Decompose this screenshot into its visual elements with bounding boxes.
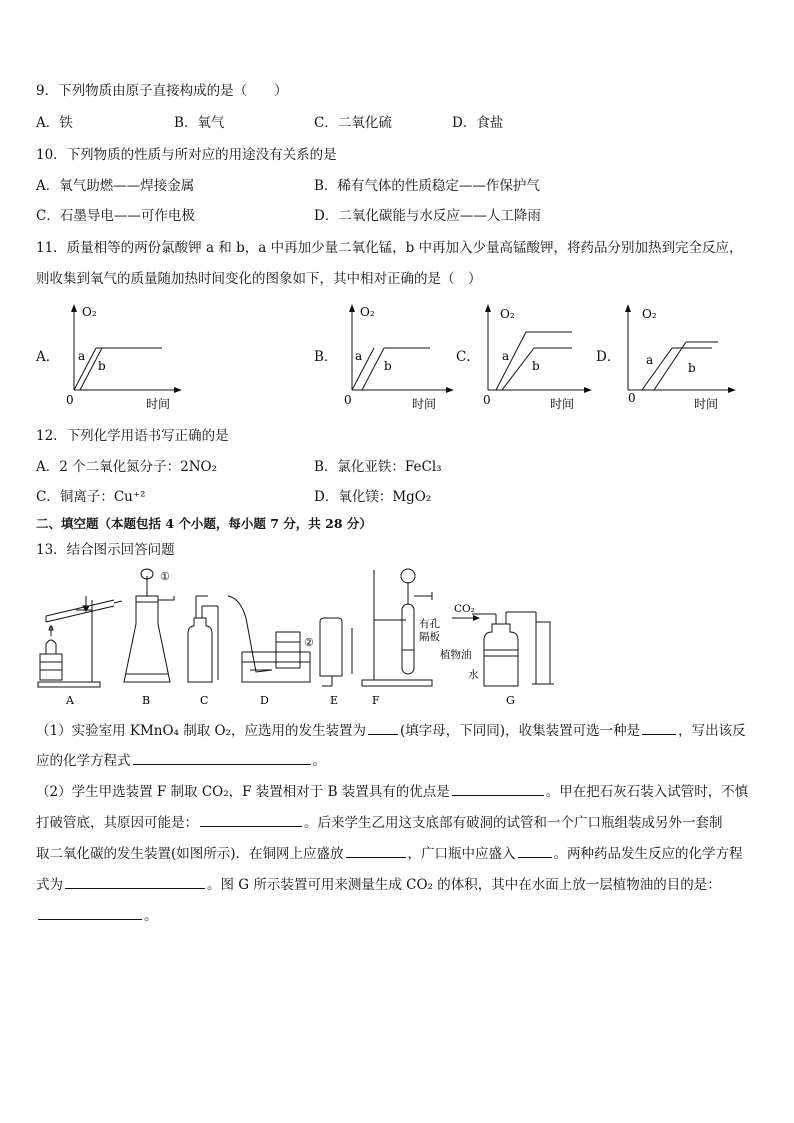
q12-option-a: A．2 个二氧化氮分子：2NO₂: [36, 459, 218, 475]
q11-graph-d: [614, 302, 744, 416]
apparatus-g-co2: CO₂: [454, 603, 475, 615]
q13-p2-text-i: 。图 G 所示装置可用来测量生成 CO₂ 的体积，其中在水面上放一层植物油的目的是：: [207, 877, 721, 893]
q13-blank-1[interactable]: [368, 720, 398, 735]
q9-option-b: B．氧气: [174, 115, 225, 131]
q11-b-origin: 0: [344, 393, 352, 407]
q11-a-ylabel: O₂: [82, 305, 97, 319]
q12-option-b: B．氯化亚铁：FeCl₃: [314, 459, 442, 475]
q13-part2-line5: [36, 905, 158, 925]
q13-p2-text-j: 。: [144, 908, 158, 924]
apparatus-g-water: 水: [468, 669, 479, 681]
apparatus-f-label-1: 有孔: [419, 618, 440, 630]
apparatus-label-c: C: [200, 694, 209, 707]
q11-d-xlabel: 时间: [694, 397, 719, 411]
apparatus-label-g: G: [506, 694, 515, 707]
q13-p1-text-e: 。: [312, 753, 326, 769]
q13-p2-text-f: ，广口瓶中应盛入: [407, 846, 516, 862]
q11-a-origin: 0: [66, 393, 74, 407]
q11-option-b-letter: B．: [314, 349, 338, 365]
q11-d-ylabel: O₂: [642, 307, 657, 321]
q13-p2-text-e: 取二氧化碳的发生装置(如图所示)．在铜网上应盛放: [36, 846, 344, 862]
q12-stem: 12．下列化学用语书写正确的是: [36, 428, 229, 444]
q11-c-ylabel: O₂: [500, 307, 515, 321]
q11-stem-line2: 则收集到氧气的质量随加热时间变化的图象如下，其中相对正确的是（ ）: [36, 271, 482, 287]
q13-part2-line2: [36, 812, 723, 832]
q10-option-a: A．氧气助燃——焊接金属: [36, 178, 195, 194]
apparatus-label-d: D: [260, 694, 269, 707]
q13-blank-9[interactable]: [38, 905, 142, 920]
q11-graph-a: [60, 302, 190, 416]
q13-blank-5[interactable]: [200, 812, 302, 827]
apparatus-g-oil: 植物油: [440, 649, 472, 661]
q13-p2-text-c: 打破管底，其原因可能是：: [36, 815, 198, 831]
q11-c-xlabel: 时间: [550, 397, 575, 411]
section-heading: 二、填空题（本题包括 4 个小题，每小题 7 分，共 28 分）: [36, 516, 372, 531]
q11-c-series-b: b: [532, 359, 540, 373]
q13-p1-text-a: （1）实验室用 KMnO₄ 制取 O₂，应选用的发生装置为: [36, 723, 367, 739]
q11-graph-b: [338, 302, 468, 416]
apparatus-c: [188, 596, 218, 682]
apparatus-label-a: A: [66, 694, 74, 707]
q11-c-origin: 0: [483, 393, 491, 407]
q11-option-c-letter: C．: [456, 349, 480, 365]
q13-p2-text-g: 。两种药品发生反应的化学方程: [553, 846, 743, 862]
apparatus-label-e: E: [330, 694, 339, 707]
apparatus-g: [472, 612, 554, 686]
apparatus-d: [228, 596, 310, 682]
q13-part2-line1: [36, 781, 748, 801]
q11-stem-line1: 11．质量相等的两份氯酸钾 a 和 b，a 中再加少量二氧化锰，b 中再加入少量高锰酸钾，将药品分别加热到完全反应，: [36, 240, 743, 256]
q10-option-d: D．二氧化碳能与水反应——人工降雨: [314, 208, 541, 224]
q11-c-series-a: a: [502, 349, 510, 363]
q9-stem: 9．下列物质由原子直接构成的是（ ）: [36, 83, 288, 99]
q13-part1-line1: [36, 720, 746, 740]
q11-b-ylabel: O₂: [360, 305, 375, 319]
q9-option-a: A．铁: [36, 115, 73, 131]
q13-p2-text-a: （2）学生甲选装置 F 制取 CO₂，F 装置相对于 B 装置具有的优点是: [36, 784, 450, 800]
q11-option-d-letter: D．: [596, 349, 621, 365]
q11-a-series-a: a: [78, 349, 86, 363]
q10-stem: 10．下列物质的性质与所对应的用途没有关系的是: [36, 147, 337, 163]
q10-option-c: C．石墨导电——可作电极: [36, 208, 195, 224]
q13-p1-text-c: ，写出该反: [678, 723, 746, 739]
q13-blank-7[interactable]: [518, 843, 552, 858]
q9-option-d: D．食盐: [452, 115, 504, 131]
q11-d-series-a: a: [646, 353, 654, 367]
q13-part2-line3: [36, 843, 743, 863]
q12-option-c: C．铜离子：Cu⁺²: [36, 489, 146, 505]
q13-blank-2[interactable]: [642, 720, 676, 735]
q13-p2-text-b: 。甲在把石灰石装入试管时，不慎: [545, 784, 749, 800]
q11-b-series-a: a: [355, 349, 363, 363]
q11-d-origin: 0: [628, 391, 636, 405]
q11-b-xlabel: 时间: [412, 397, 437, 411]
q13-blank-4[interactable]: [452, 781, 544, 796]
q13-blank-3[interactable]: [133, 750, 311, 765]
q13-part1-line2: [36, 750, 326, 770]
apparatus-d-marker: ②: [304, 636, 314, 649]
q13-blank-8[interactable]: [65, 874, 205, 889]
q13-p2-text-h: 式为: [36, 877, 63, 893]
q11-d-series-b: b: [688, 361, 696, 375]
q10-option-b: B．稀有气体的性质稳定——作保护气: [314, 178, 540, 194]
apparatus-e: [320, 618, 352, 686]
q13-p1-text-b: (填字母，下同同)，收集装置可选一种是: [400, 723, 641, 739]
q11-b-series-b: b: [384, 359, 392, 373]
q13-stem: 13．结合图示回答问题: [36, 542, 175, 558]
q12-option-d: D．氧化镁：MgO₂: [314, 489, 432, 505]
q13-blank-6[interactable]: [346, 843, 406, 858]
q11-a-xlabel: 时间: [146, 397, 171, 411]
apparatus-f-label-2: 隔板: [419, 631, 440, 643]
apparatus-b-marker: ①: [160, 570, 170, 583]
q11-graph-c: [474, 302, 604, 416]
q13-p1-text-d: 应的化学方程式: [36, 753, 131, 769]
apparatus-a: [38, 596, 122, 687]
apparatus-b: [124, 569, 174, 682]
q11-a-series-b: b: [98, 359, 106, 373]
apparatus-label-b: B: [142, 694, 151, 707]
apparatus-label-f: F: [372, 694, 380, 707]
q9-option-c: C．二氧化硫: [314, 115, 392, 131]
q11-option-a-letter: A．: [36, 349, 60, 365]
q13-part2-line4: [36, 874, 721, 894]
lab-apparatus-figure: [36, 566, 566, 712]
q13-p2-text-d: 。后来学生乙用这支底部有破洞的试管和一个广口瓶组装成另外一套制: [304, 815, 723, 831]
